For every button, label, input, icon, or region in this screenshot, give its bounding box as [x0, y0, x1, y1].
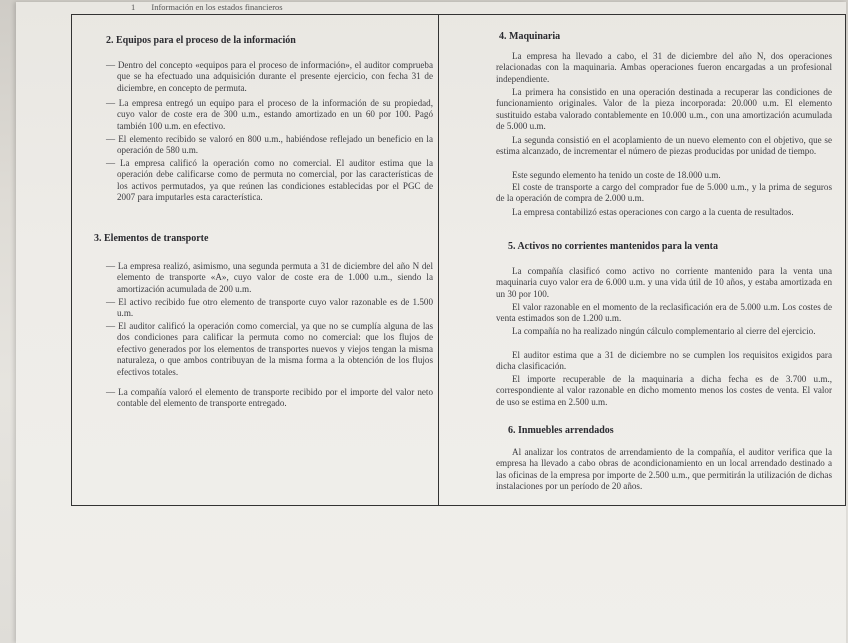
document-page — [16, 2, 846, 643]
section-4-paragraph-4: Este segundo elemento ha tenido un coste de 18.000 u.m. — [512, 170, 721, 180]
section-5-title: 5. Activos no corrientes mantenidos para la venta — [508, 241, 718, 252]
section-3-title: 3. Elementos de transporte — [94, 233, 209, 244]
section-4-paragraph-2: La primera ha consistido en una operación destinada a recuperar las condiciones de funcionamiento originales. Valor de la pieza incorporada: 20.000 u.m. El elemento sustituido estaba valorado contablemente en 10.000 u.m., con una amortización acumulada de 5.000 u.m. — [496, 87, 832, 132]
page-number: 1 — [131, 2, 136, 12]
content-frame — [71, 14, 846, 506]
section-4-paragraph-1: La empresa ha llevado a cabo, el 31 de diciembre del año N, dos operaciones relacionadas con la maquinaria. Ambas operaciones fueron encargadas a un profesional independiente. — [496, 51, 832, 84]
column-divider — [438, 15, 439, 505]
section-4-title: 4. Maquinaria — [499, 31, 561, 42]
section-5-paragraph-5: El importe recuperable de la maquinaria a dicha fecha es de 3.700 u.m., correspondiente al valor razonable en dicho momento menos los costes de venta. El valor de uso se estima en 2.500 u.m. — [496, 374, 832, 407]
page-header — [131, 2, 551, 14]
section-4-paragraph-6: La empresa contabilizó estas operaciones con cargo a la cuenta de resultados. — [512, 207, 794, 217]
section-2-bullet-4: — La empresa calificó la operación como no comercial. El auditor estima que la operación debe calificarse como de permuta no comercial, por las características de los activos permutados, ya que reúnen las condiciones establecidas por el PGC de 2007 para imputarles esta característica. — [106, 158, 433, 203]
running-title: Información en los estados financieros — [151, 2, 283, 12]
section-5-paragraph-3: La compañía no ha realizado ningún cálculo complementario al cierre del ejercicio. — [512, 326, 816, 336]
section-2-bullet-1: — Dentro del concepto «equipos para el proceso de información», el auditor comprueba que se ha efectuado una adquisición durante el presente ejercicio, con fecha 31 de diciembre, en concepto de permuta. — [106, 60, 433, 93]
section-3-bullet-4: — La compañía valoró el elemento de transporte recibido por el importe del valor neto contable del elemento de transporte entregado. — [106, 387, 433, 409]
section-3-bullet-3: — El auditor calificó la operación como comercial, ya que no se cumplía alguna de las dos condiciones para calificar la permuta como no comercial: que los flujos de efectivo generados por los elementos de transportes nuevos y viejos tengan la misma naturaleza, o que ambos contribuyan de la misma forma a la obtención de los flujos efectivos totales. — [106, 321, 433, 377]
section-4-paragraph-3: La segunda consistió en el acoplamiento de un nuevo elemento con el objetivo, que se estima alcanzado, de incrementar el número de piezas producidas por unidad de tiempo. — [496, 135, 832, 157]
section-3-bullet-2: — El activo recibido fue otro elemento de transporte cuyo valor razonable es de 1.500 u.m. — [106, 297, 433, 319]
section-2-title: 2. Equipos para el proceso de la información — [106, 35, 296, 46]
section-2-bullet-3: — El elemento recibido se valoró en 800 u.m., habiéndose reflejado un beneficio en la operación de 580 u.m. — [106, 134, 433, 156]
section-6-paragraph-1: Al analizar los contratos de arrendamiento de la compañía, el auditor verifica que la empresa ha llevado a cabo obras de acondicionamiento en un local arrendado destinado a las oficinas de la empresa por importe de 2.500 u.m., que permitirán la utilización de dichas instalaciones por un período de 20 años. — [496, 447, 832, 492]
section-4-paragraph-5: El coste de transporte a cargo del comprador fue de 5.000 u.m., y la prima de seguros de la operación de compra de 2.000 u.m. — [496, 182, 832, 204]
section-6-title: 6. Inmuebles arrendados — [508, 425, 614, 436]
section-5-paragraph-1: La compañía clasificó como activo no corriente mantenido para la venta una maquinaria cuyo valor era de 6.000 u.m. y una vida útil de 10 años, y estaba amortizada en un 30 por 100. — [496, 266, 832, 299]
section-2-bullet-2: — La empresa entregó un equipo para el proceso de la información de su propiedad, cuyo valor de coste era de 300 u.m., estando amortizado en un 60 por 100. Pagó también 100 u.m. en efectivo. — [106, 98, 433, 131]
section-3-bullet-1: — La empresa realizó, asimismo, una segunda permuta a 31 de diciembre del año N del elemento de transporte «A», cuyo valor de coste era de 1.000 u.m., siendo la amortización acumulada de 200 u.m. — [106, 261, 433, 294]
section-5-paragraph-2: El valor razonable en el momento de la reclasificación era de 5.000 u.m. Los costes de venta estimados son de 1.200 u.m. — [496, 302, 832, 324]
section-5-paragraph-4: El auditor estima que a 31 de diciembre no se cumplen los requisitos exigidos para dicha clasificación. — [496, 350, 832, 372]
